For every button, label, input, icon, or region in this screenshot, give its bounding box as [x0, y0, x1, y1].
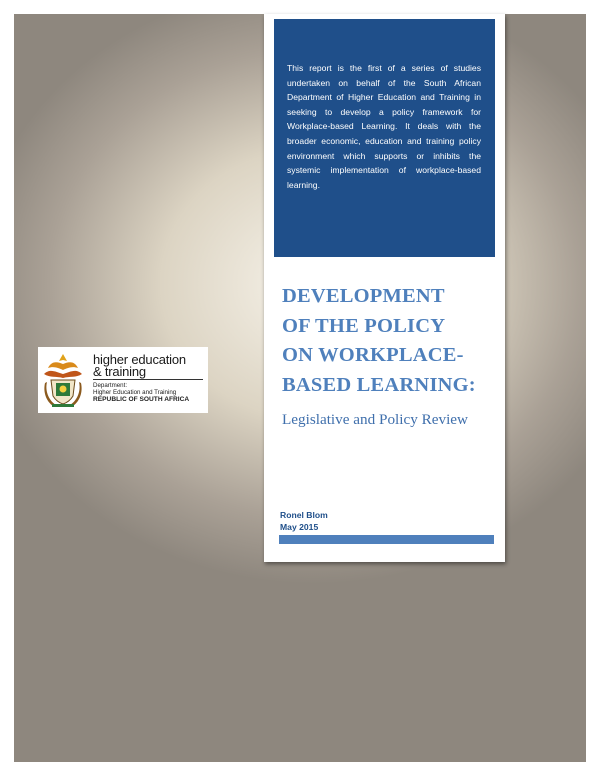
cover-panel: [264, 14, 505, 562]
logo-line-training: & training: [93, 364, 146, 379]
footer-bar: [279, 535, 494, 544]
report-title-line: BASED LEARNING:: [282, 373, 476, 396]
logo-divider: [93, 379, 203, 380]
report-subtitle: Legislative and Policy Review: [282, 411, 469, 428]
report-title-line: ON WORKPLACE-: [282, 344, 464, 366]
logo-department-label: Department:: [93, 382, 128, 389]
summary-box: [274, 19, 495, 257]
logo-department-name: Higher Education and Training: [93, 389, 177, 396]
author-name: Ronel Blom: [280, 510, 328, 520]
report-title-line: OF THE POLICY: [282, 314, 446, 337]
report-title: [282, 282, 497, 400]
logo-country: REPUBLIC OF SOUTH AFRICA: [93, 396, 190, 403]
logo-line-higher-education: higher education: [93, 352, 186, 367]
department-logo: [38, 347, 208, 413]
report-title-line: DEVELOPMENT: [282, 285, 445, 307]
publication-date: May 2015: [280, 522, 319, 532]
coat-of-arms-icon: [42, 352, 84, 408]
summary-text: This report is the first of a series of studies undertaken on behalf of the South African Department of Higher Education and Training in seeking to develop a policy framework for Workplace-based Learning. It deals with the broader economic, education and training policy environment which supports or inhibits the systemic implementation of workplace-based learning.: [287, 63, 481, 190]
